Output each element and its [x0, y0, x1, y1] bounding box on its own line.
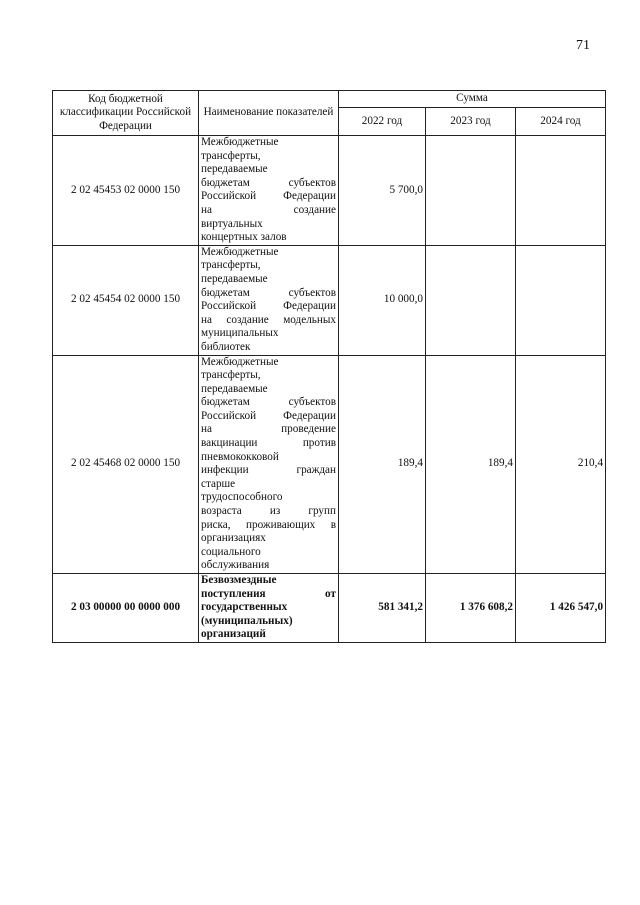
- row-name: [199, 136, 339, 246]
- row-value-2024: [516, 136, 606, 246]
- row-name-line: Российской Федерации: [201, 190, 336, 203]
- row-value-2023: [426, 136, 516, 246]
- row-value-2024: 210,4: [516, 355, 606, 574]
- header-year-2023: 2023 год: [426, 108, 516, 136]
- row-value-2022: 581 341,2: [339, 574, 426, 643]
- row-name: [199, 355, 339, 574]
- row-name: [199, 245, 339, 355]
- row-name-line: старше: [201, 477, 236, 490]
- row-name-line: социального: [201, 545, 261, 558]
- row-name-line: Российской Федерации: [201, 409, 336, 422]
- row-name-line: обслуживания: [201, 559, 270, 572]
- row-value-2022: 189,4: [339, 355, 426, 574]
- row-name-line: библиотек: [201, 340, 251, 353]
- row-name-line: пневмококковой: [201, 450, 279, 463]
- row-name-line: виртуальных: [201, 217, 263, 230]
- row-name-line: государственных: [201, 601, 288, 614]
- row-code: 2 02 45453 02 0000 150: [53, 136, 199, 246]
- row-name-line: передаваемые: [201, 272, 268, 285]
- row-name-line: поступления от: [201, 587, 336, 600]
- row-name-line: передаваемые: [201, 382, 268, 395]
- header-sum: Сумма: [339, 91, 606, 108]
- row-name-line: риска, проживающих в: [201, 518, 336, 531]
- row-name-line: муниципальных: [201, 327, 279, 340]
- page-number: 71: [576, 38, 590, 53]
- row-code: 2 03 00000 00 0000 000: [53, 574, 199, 643]
- row-name-line: на создание модельных: [201, 313, 336, 326]
- budget-table: [52, 90, 606, 643]
- row-name-line: Безвозмездные: [201, 574, 277, 586]
- row-code: 2 02 45468 02 0000 150: [53, 355, 199, 574]
- row-name-line: трансферты,: [201, 369, 261, 382]
- row-name-line: Российской Федерации: [201, 300, 336, 313]
- row-name-line: бюджетам субъектов: [201, 396, 336, 409]
- table-body: [53, 136, 606, 643]
- row-name-line: организациях: [201, 532, 266, 545]
- row-name-line: трансферты,: [201, 149, 261, 162]
- header-name: Наименование показателей: [199, 91, 339, 136]
- row-name-line: на создание: [201, 203, 336, 216]
- table-row: [53, 574, 606, 643]
- row-value-2024: 1 426 547,0: [516, 574, 606, 643]
- row-value-2023: 1 376 608,2: [426, 574, 516, 643]
- row-name-line: трудоспособного: [201, 491, 283, 504]
- row-name-line: концертных залов: [201, 231, 287, 244]
- row-name-line: возраста из групп: [201, 505, 336, 518]
- row-name-line: на проведение: [201, 423, 336, 436]
- row-value-2023: [426, 245, 516, 355]
- row-name: [199, 574, 339, 643]
- row-name-line: Межбюджетные: [201, 136, 279, 148]
- row-name-line: инфекции граждан: [201, 464, 336, 477]
- row-name-line: (муниципальных): [201, 614, 293, 627]
- row-value-2022: 10 000,0: [339, 245, 426, 355]
- header-year-2024: 2024 год: [516, 108, 606, 136]
- table-row: [53, 355, 606, 574]
- row-name-line: трансферты,: [201, 259, 261, 272]
- row-name-line: бюджетам субъектов: [201, 286, 336, 299]
- header-year-2022: 2022 год: [339, 108, 426, 136]
- row-name-line: Межбюджетные: [201, 355, 279, 368]
- row-name-line: бюджетам субъектов: [201, 176, 336, 189]
- row-value-2023: 189,4: [426, 355, 516, 574]
- row-name-line: организаций: [201, 628, 266, 641]
- table-row: [53, 136, 606, 246]
- row-name-line: Межбюджетные: [201, 245, 279, 258]
- row-name-line: передаваемые: [201, 163, 268, 176]
- row-name-line: вакцинации против: [201, 437, 336, 450]
- row-code: 2 02 45454 02 0000 150: [53, 245, 199, 355]
- row-value-2022: 5 700,0: [339, 136, 426, 246]
- table-row: [53, 245, 606, 355]
- header-code: Код бюджетной классификации Российской Федерации: [53, 91, 199, 136]
- row-value-2024: [516, 245, 606, 355]
